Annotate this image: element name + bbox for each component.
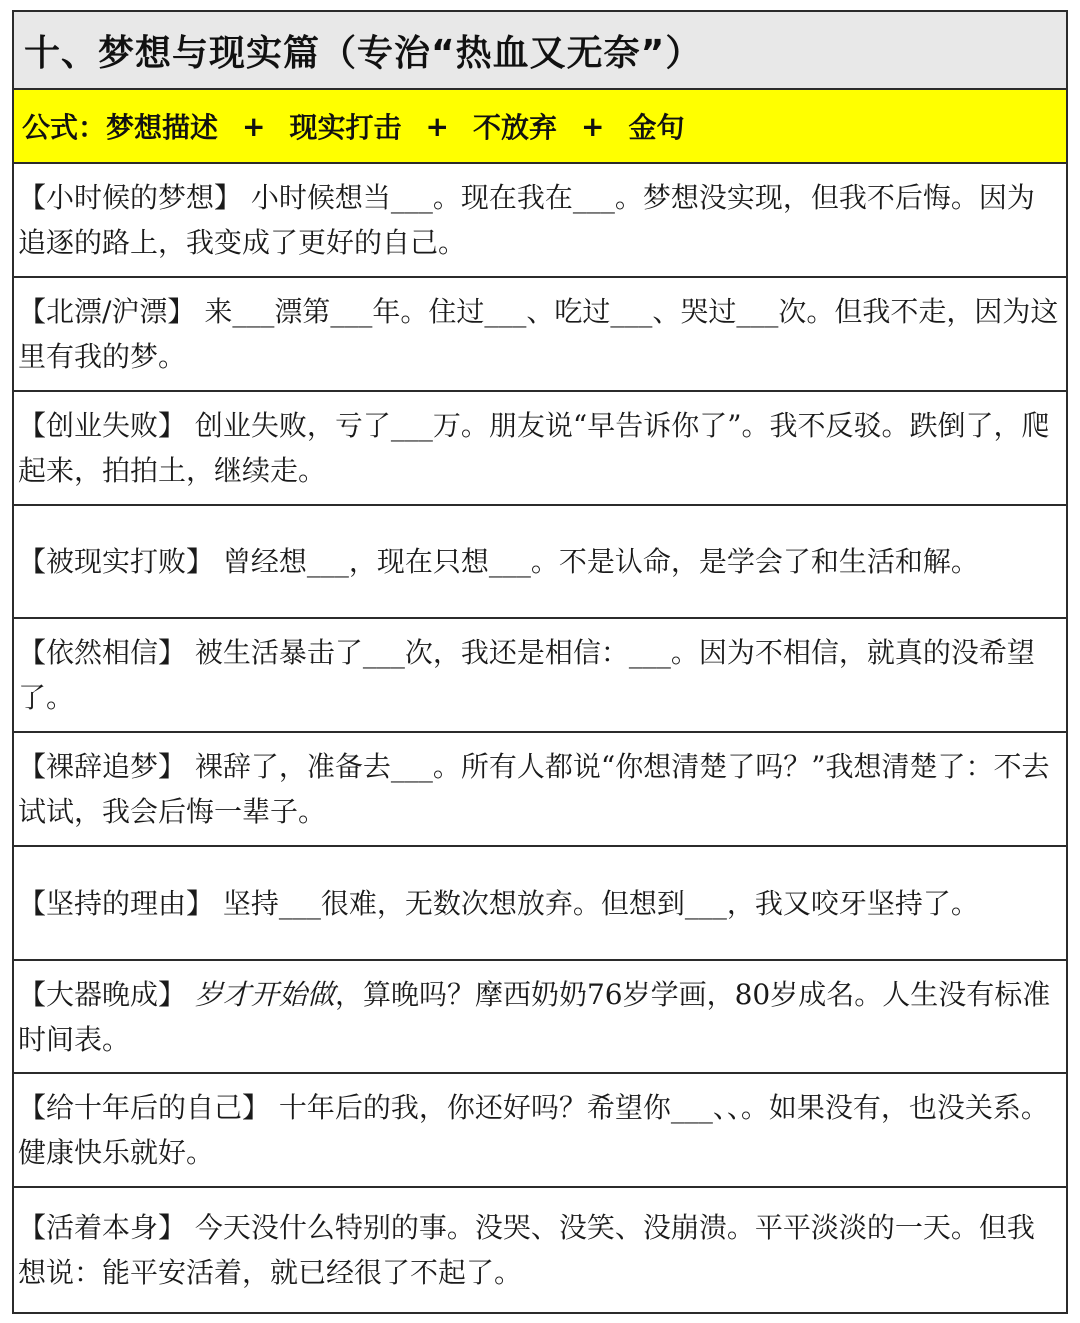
row-tag: 【创业失败】 xyxy=(18,409,187,442)
row-tag: 【活着本身】 xyxy=(18,1211,187,1244)
plus-sign: + xyxy=(242,109,266,143)
table-row xyxy=(14,278,1066,392)
formula-row xyxy=(14,90,1066,164)
row-tag: 【被现实打败】 xyxy=(18,545,215,578)
plus-sign: + xyxy=(425,109,449,143)
row-content xyxy=(18,289,1060,379)
row-text: 坚持___很难，无数次想放弃。但想到___，我又咬牙坚持了。 xyxy=(222,886,979,920)
table-row xyxy=(14,1188,1066,1312)
row-text: 创业失败，亏了___万。朋友说“早告诉你了”。我不反驳。跌倒了，爬起来，拍拍土，继续走。 xyxy=(18,409,1050,487)
row-tag: 【依然相信】 xyxy=(18,636,187,669)
row-tag: 【北漂/沪漂】 xyxy=(18,295,196,328)
table-row xyxy=(14,619,1066,733)
table-row xyxy=(14,733,1066,847)
table-row xyxy=(14,847,1066,961)
row-content xyxy=(18,881,979,926)
content-table xyxy=(12,10,1068,1314)
table-row xyxy=(14,164,1066,278)
row-content xyxy=(18,630,1060,720)
row-text: 被生活暴击了___次，我还是相信：___。因为不相信，就真的没希望了。 xyxy=(18,636,1035,714)
table-row xyxy=(14,506,1066,619)
table-row xyxy=(14,392,1066,506)
row-text: 来___漂第___年。住过___、吃过___、哭过___次。但我不走，因为这里有我的梦。 xyxy=(18,295,1059,373)
row-tag: 【给十年后的自己】 xyxy=(18,1091,271,1124)
row-text-italic: 岁才开始做 xyxy=(194,977,335,1011)
row-text: 小时候想当___。现在我在___。梦想没实现，但我不后悔。因为追逐的路上，我变成了更好的自己。 xyxy=(18,181,1035,259)
formula-label: 公式：梦想描述 xyxy=(22,111,219,144)
formula-part-quote: 金句 xyxy=(628,111,685,144)
row-text: 十年后的我，你还好吗？希望你___、、。如果没有，也没关系。健康快乐就好。 xyxy=(18,1091,1049,1169)
row-content xyxy=(18,539,979,584)
row-tag: 【大器晚成】 xyxy=(18,977,187,1011)
row-content xyxy=(18,972,1060,1062)
formula-part-reality: 现实打击 xyxy=(289,111,402,144)
table-row xyxy=(14,1074,1066,1188)
formula-part-persist: 不放弃 xyxy=(472,111,557,144)
row-content xyxy=(18,175,1060,265)
row-content xyxy=(18,1205,1060,1295)
plus-sign: + xyxy=(580,109,605,143)
title-row xyxy=(14,12,1066,90)
row-tag: 【裸辞追梦】 xyxy=(18,750,187,783)
row-text: ，算晚吗？摩西奶奶76岁学画，80岁成名。人生没有标准时间表。 xyxy=(18,977,1051,1056)
table-row xyxy=(14,961,1066,1074)
row-text: 曾经想___，现在只想___。不是认命，是学会了和生活和解。 xyxy=(222,545,979,578)
row-content xyxy=(18,1085,1060,1175)
row-tag: 【小时候的梦想】 xyxy=(18,181,243,214)
row-text: 裸辞了，准备去___。所有人都说“你想清楚了吗？”我想清楚了：不去试试，我会后悔一辈子。 xyxy=(18,750,1050,828)
row-content xyxy=(18,403,1060,493)
row-text: 今天没什么特别的事。没哭、没笑、没崩溃。平平淡淡的一天。但我想说：能平安活着，就已经很了不起了。 xyxy=(18,1211,1035,1289)
row-tag: 【坚持的理由】 xyxy=(18,886,215,920)
row-content xyxy=(18,744,1060,834)
page-title: 十、梦想与现实篇（专治“热血又无奈”） xyxy=(24,32,703,74)
